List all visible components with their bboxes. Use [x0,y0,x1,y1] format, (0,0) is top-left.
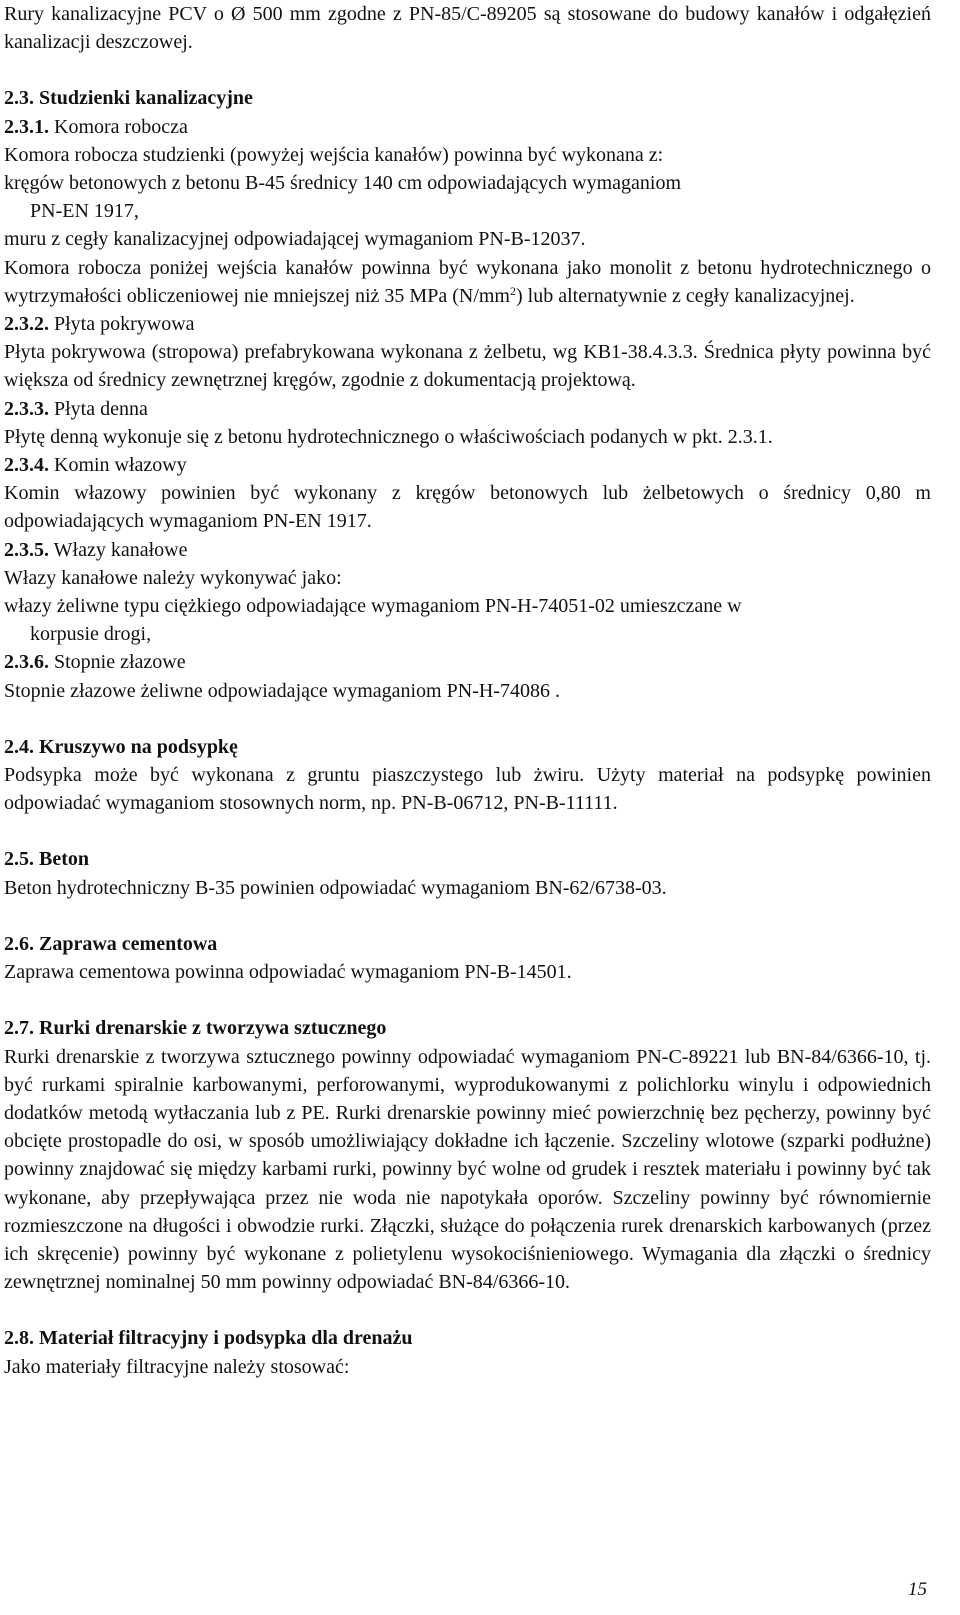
list-item: kręgów betonowych z betonu B-45 średnicy 140 cm odpowiadających wymaganiom [4,172,682,195]
section-number: 2.3. [4,87,34,110]
section-title: Płyta pokrywowa [54,313,195,336]
paragraph: Zaprawa cementowa powinna odpowiadać wymaganiom PN-B-14501. [4,961,572,984]
section-2-3-3-heading [4,395,931,423]
paragraph: Stopnie złazowe żeliwne odpowiadające wymaganiom PN-H-74086 . [4,679,560,702]
section-2-5-heading: 2.5. Beton [4,848,89,871]
section-2-3-6-heading [4,648,931,676]
section-title: Studzienki kanalizacyjne [39,87,253,110]
paragraph: Komora robocza studzienki (powyżej wejścia kanałów) powinna być wykonana z: [4,143,664,166]
paragraph: Komin włazowy powinien być wykonany z kręgów betonowych lub żelbetowych o średnicy 0,80 m odpowiadających wymaganiom PN-EN 1917. [4,482,931,533]
paragraph: Rurki drenarskie z tworzywa sztucznego powinny odpowiadać wymaganiom PN-C-89221 lub BN-84/6366-10, tj. być rurkami spiralnie karbowanymi, perforowanymi, wyprodukowanymi z polichlorku winylu i odpowiednich dodatków metodą wytłaczania lub z PE. Rurki drenarskie powinny mieć powierzchnię bez pęcherzy, powinny być obcięte prostopadle do osi, w sposób umożliwiający dokładne ich łączenie. Szczeliny wlotowe (szparki podłużne) powinny znajdować się między karbami rurki, powinny być wolne od grudek i resztek materiału i powinny być tak wykonane, aby przepływająca przez nie woda nie napotykała oporów. Szczeliny powinny być równomiernie rozmieszczone na długości i obwodzie rurki. Złączki, służące do połączenia rurek drenarskich karbowanych (przez ich skręcenie) powinny być wykonane z polietylenu wysokociśnieniowego. Wymagania dla złączki o średnicy zewnętrznej nominalnej 50 mm powinny odpowiadać BN-84/6366-10. [4,1045,931,1294]
page-number: 15 [908,1579,927,1600]
section-number: 2.3.5. [4,538,49,561]
list-item: muru z cegły kanalizacyjnej odpowiadającej wymaganiom PN-B-12037. [4,228,586,251]
spacer [4,1296,931,1324]
section-2-6-heading: 2.6. Zaprawa cementowa [4,932,218,955]
document-page [4,0,931,1381]
spacer [4,902,931,930]
list-item: włazy żeliwne typu ciężkiego odpowiadające wymaganiom PN-H-74051-02 umieszczane w [4,595,742,618]
spacer [4,986,931,1014]
section-2-8-heading: 2.8. Materiał filtracyjny i podsypka dla drenażu [4,1327,413,1350]
section-title: Płyta denna [54,397,148,420]
intro-paragraph: Rury kanalizacyjne PCV o Ø 500 mm zgodne z PN-85/C-89205 są stosowane do budowy kanałów i odgałęzień kanalizacji deszczowej. [4,3,931,54]
paragraph: Jako materiały filtracyjne należy stosować: [4,1355,350,1378]
section-number: 2.3.2. [4,313,49,336]
paragraph: Włazy kanałowe należy wykonywać jako: [4,566,342,589]
paragraph: Płytę denną wykonuje się z betonu hydrotechnicznego o właściwościach podanych w pkt. 2.3.1. [4,425,773,448]
spacer [4,56,931,84]
section-title: Stopnie złazowe [54,651,186,674]
section-number: 2.3.6. [4,651,49,674]
section-2-4-heading: 2.4. Kruszywo na podsypkę [4,735,238,758]
section-2-7-heading: 2.7. Rurki drenarskie z tworzywa sztucznego [4,1017,387,1040]
section-number: 2.3.4. [4,454,49,477]
spacer [4,705,931,733]
list-item-continuation: korpusie drogi, [30,623,152,646]
list-item-continuation: PN-EN 1917, [30,200,139,223]
section-title: Komin włazowy [54,454,187,477]
superscript: 2 [510,283,516,298]
section-number: 2.3.1. [4,115,49,138]
section-2-3-heading [4,84,931,112]
spacer [4,817,931,845]
section-title: Włazy kanałowe [53,538,188,561]
section-title: Komora robocza [54,115,188,138]
section-number: 2.3.3. [4,397,49,420]
section-2-3-2-heading [4,310,931,338]
paragraph: Beton hydrotechniczny B-35 powinien odpowiadać wymaganiom BN-62/6738-03. [4,876,667,899]
paragraph-text: Komora robocza poniżej wejścia kanałów powinna być wykonana jako monolit z betonu hydrotechnicznego o wytrzymałości obliczeniowej nie mniejszej niż 35 MPa (N/mm [4,256,931,307]
paragraph: Podsypka może być wykonana z gruntu piaszczystego lub żwiru. Użyty materiał na podsypkę powinien odpowiadać wymaganiom stosownych norm, np. PN-B-06712, PN-B-11111. [4,764,931,815]
paragraph: Płyta pokrywowa (stropowa) prefabrykowana wykonana z żelbetu, wg KB1-38.4.3.3. Średnica płyty powinna być większa od średnicy zewnętrznej kręgów, zgodnie z dokumentacją projektową. [4,341,931,392]
paragraph [4,254,931,310]
section-2-3-4-heading [4,451,931,479]
section-2-3-5-heading [4,536,931,564]
paragraph-text: ) lub alternatywnie z cegły kanalizacyjnej. [516,284,855,307]
section-2-3-1-heading [4,113,931,141]
